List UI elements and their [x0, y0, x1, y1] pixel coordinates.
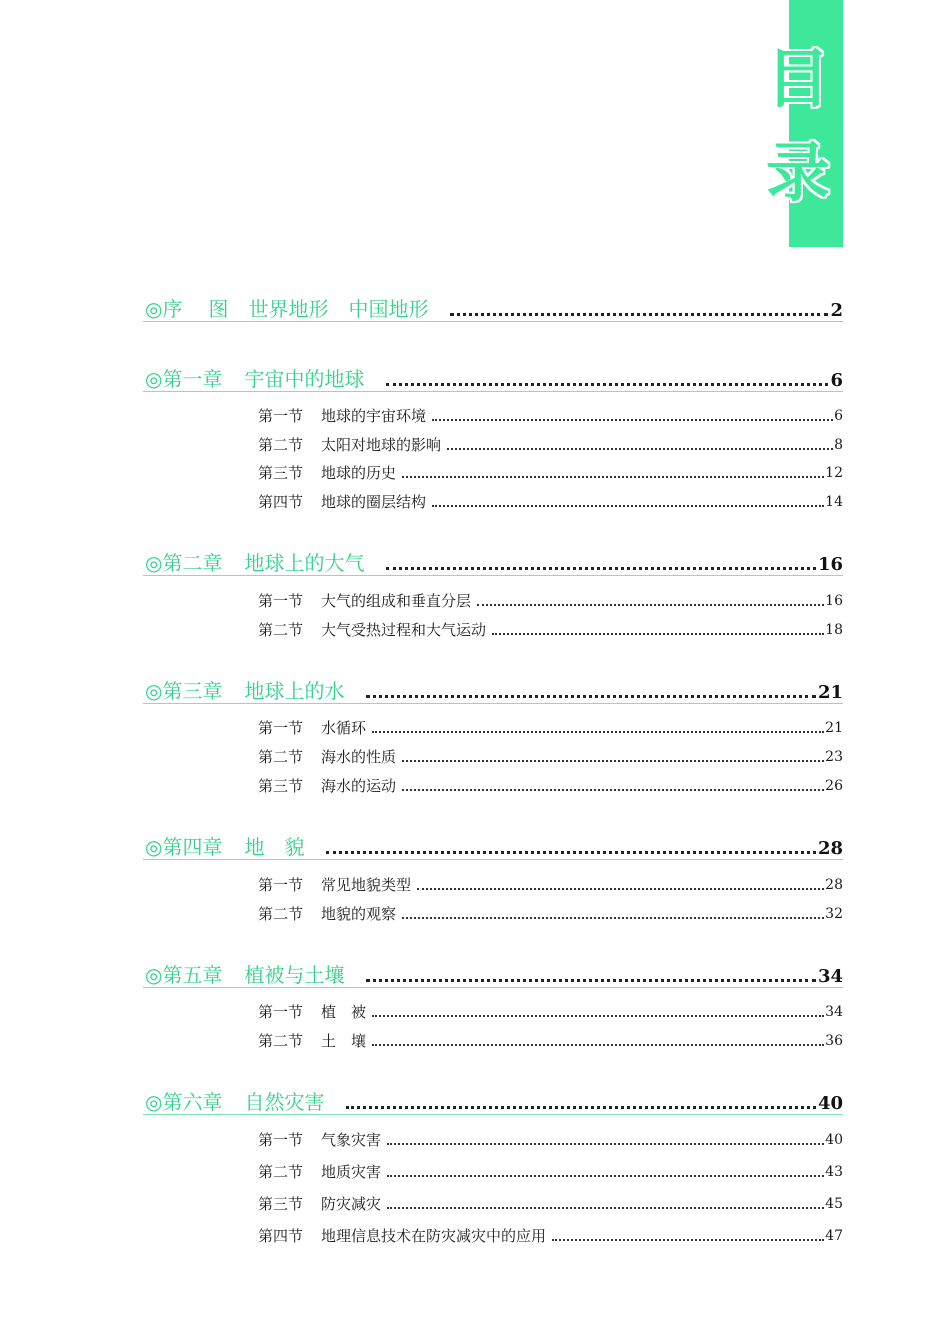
section-title: 太阳对地球的影响 — [321, 436, 442, 454]
toc-chapter-2[interactable] — [145, 546, 843, 576]
dot-leader — [402, 759, 824, 762]
dot-leader — [402, 916, 824, 919]
chapter-rule — [143, 321, 843, 322]
section-number: 第二节 — [258, 905, 304, 923]
toc-section[interactable] — [258, 873, 843, 895]
toc-title-char-2: 录 — [766, 137, 830, 211]
chapter-label: ◎第一章 — [145, 367, 223, 391]
dot-leader — [417, 887, 824, 890]
toc-section[interactable] — [258, 589, 843, 611]
dot-leader — [366, 693, 815, 698]
toc-section[interactable] — [258, 774, 843, 796]
dot-leader — [402, 475, 824, 478]
chapter-title: 宇宙中的地球 — [244, 367, 365, 391]
section-page: 43 — [825, 1164, 843, 1180]
toc-chapter-3[interactable] — [145, 674, 843, 704]
dot-leader — [386, 381, 828, 386]
toc-section[interactable] — [258, 618, 843, 640]
chapter-title: 自然灾害 — [244, 1090, 325, 1114]
chapter-page: 21 — [817, 682, 843, 703]
section-page: 23 — [825, 749, 843, 765]
chapter-title: 地球上的大气 — [244, 551, 365, 575]
section-title: 地球的圈层结构 — [321, 493, 427, 511]
dot-leader — [387, 1174, 824, 1177]
section-title: 气象灾害 — [321, 1131, 382, 1149]
chapter-page: 28 — [817, 838, 843, 859]
section-page: 12 — [825, 465, 843, 481]
dot-leader — [447, 447, 833, 450]
section-number: 第三节 — [258, 777, 304, 795]
dot-leader — [432, 418, 833, 421]
dot-leader — [346, 1104, 815, 1109]
chapter-label: ◎第五章 — [145, 963, 223, 987]
section-title: 大气受热过程和大气运动 — [321, 621, 487, 639]
section-title: 地球的历史 — [321, 464, 397, 482]
section-number: 第四节 — [258, 493, 304, 511]
toc-section[interactable] — [258, 1000, 843, 1022]
section-number: 第一节 — [258, 1003, 304, 1021]
toc-section[interactable] — [258, 490, 843, 512]
chapter-label: ◎第二章 — [145, 551, 223, 575]
chapter-page: 2 — [830, 300, 843, 321]
chapter-page: 6 — [830, 370, 843, 391]
dot-leader — [402, 788, 824, 791]
section-page: 18 — [825, 622, 843, 638]
section-number: 第三节 — [258, 1195, 304, 1213]
toc-chapter-preface[interactable] — [145, 292, 843, 322]
chapter-page: 34 — [817, 966, 843, 987]
section-number: 第一节 — [258, 407, 304, 425]
chapter-page: 16 — [817, 554, 843, 575]
dot-leader — [492, 632, 824, 635]
section-page: 6 — [834, 408, 843, 424]
toc-title-char-1: 目 — [766, 43, 830, 117]
dot-leader — [366, 977, 815, 982]
dot-leader — [432, 504, 824, 507]
toc-section[interactable] — [258, 1160, 843, 1182]
dot-leader — [372, 730, 824, 733]
section-title: 常见地貌类型 — [321, 876, 412, 894]
chapter-rule — [143, 575, 843, 576]
chapter-title: 地 貌 — [244, 835, 305, 859]
toc-section[interactable] — [258, 433, 843, 455]
chapter-rule — [143, 391, 843, 392]
section-page: 47 — [825, 1228, 843, 1244]
chapter-title: 植被与土壤 — [244, 963, 345, 987]
dot-leader — [450, 311, 828, 316]
section-page: 34 — [825, 1004, 843, 1020]
chapter-label: ◎序 — [145, 297, 183, 321]
dot-leader — [326, 849, 815, 854]
chapter-rule — [143, 987, 843, 988]
toc-chapter-6[interactable] — [145, 1085, 843, 1115]
toc-section[interactable] — [258, 1128, 843, 1150]
chapter-title: 地球上的水 — [244, 679, 345, 703]
section-title: 植 被 — [321, 1003, 367, 1021]
toc-section[interactable] — [258, 745, 843, 767]
toc-section[interactable] — [258, 461, 843, 483]
section-page: 21 — [825, 720, 843, 736]
toc-chapter-4[interactable] — [145, 830, 843, 860]
section-title: 地貌的观察 — [321, 905, 397, 923]
section-page: 26 — [825, 778, 843, 794]
chapter-label: ◎第三章 — [145, 679, 223, 703]
section-page: 32 — [825, 906, 843, 922]
section-number: 第二节 — [258, 1163, 304, 1181]
dot-leader — [387, 1206, 824, 1209]
toc-section[interactable] — [258, 716, 843, 738]
section-number: 第二节 — [258, 436, 304, 454]
section-number: 第一节 — [258, 719, 304, 737]
chapter-label: ◎第六章 — [145, 1090, 223, 1114]
section-number: 第二节 — [258, 1032, 304, 1050]
chapter-label: ◎第四章 — [145, 835, 223, 859]
dot-leader — [552, 1238, 824, 1241]
section-number: 第二节 — [258, 748, 304, 766]
toc-chapter-5[interactable] — [145, 958, 843, 988]
toc-section[interactable] — [258, 1224, 843, 1246]
dot-leader — [372, 1014, 824, 1017]
section-number: 第一节 — [258, 876, 304, 894]
toc-section[interactable] — [258, 1029, 843, 1051]
toc-chapter-1[interactable] — [145, 362, 843, 392]
chapter-rule — [143, 703, 843, 704]
section-title: 土 壤 — [321, 1032, 367, 1050]
dot-leader — [372, 1043, 824, 1046]
section-number: 第一节 — [258, 1131, 304, 1149]
section-number: 第一节 — [258, 592, 304, 610]
section-title: 大气的组成和垂直分层 — [321, 592, 472, 610]
section-page: 14 — [825, 494, 843, 510]
section-title: 海水的性质 — [321, 748, 397, 766]
section-title: 水循环 — [321, 719, 367, 737]
section-page: 45 — [825, 1196, 843, 1212]
toc-section[interactable] — [258, 404, 843, 426]
section-page: 36 — [825, 1033, 843, 1049]
dot-leader — [387, 1142, 824, 1145]
section-page: 28 — [825, 877, 843, 893]
section-number: 第二节 — [258, 621, 304, 639]
chapter-rule — [143, 859, 843, 860]
section-title: 防灾减灾 — [321, 1195, 382, 1213]
dot-leader — [477, 603, 824, 606]
section-title: 海水的运动 — [321, 777, 397, 795]
section-title: 地球的宇宙环境 — [321, 407, 427, 425]
section-page: 16 — [825, 593, 843, 609]
chapter-page: 40 — [817, 1093, 843, 1114]
section-page: 40 — [825, 1132, 843, 1148]
chapter-rule — [143, 1114, 843, 1115]
section-title: 地理信息技术在防灾减灾中的应用 — [321, 1227, 547, 1245]
toc-section[interactable] — [258, 902, 843, 924]
section-title: 地质灾害 — [321, 1163, 382, 1181]
section-number: 第三节 — [258, 464, 304, 482]
chapter-title: 图 世界地形 中国地形 — [208, 297, 429, 321]
section-number: 第四节 — [258, 1227, 304, 1245]
section-page: 8 — [834, 437, 843, 453]
dot-leader — [386, 565, 815, 570]
toc-section[interactable] — [258, 1192, 843, 1214]
